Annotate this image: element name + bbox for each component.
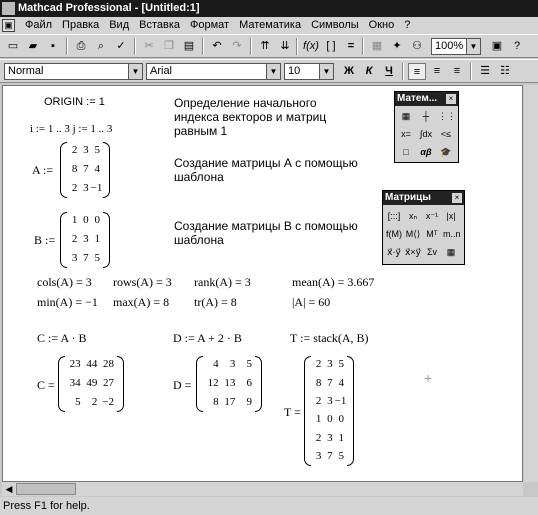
matrix-cell: 2 bbox=[71, 233, 78, 245]
origin-definition[interactable]: ORIGIN := 1 bbox=[44, 96, 105, 108]
font-size-select[interactable]: 10 ▼ bbox=[284, 63, 334, 80]
insert-component-icon[interactable]: ▦ bbox=[371, 40, 383, 52]
align-right-icon[interactable]: ≡ bbox=[453, 65, 461, 77]
matrix-row bbox=[60, 214, 110, 232]
chevron-down-icon: ▼ bbox=[466, 39, 480, 54]
matrix-cell: 3 bbox=[315, 449, 322, 462]
math-palette-title: Матем... bbox=[395, 92, 458, 106]
matrix-cell: 5 bbox=[338, 449, 344, 462]
matrix-t-label[interactable]: T = bbox=[284, 405, 301, 419]
italic-button[interactable]: К bbox=[365, 65, 373, 77]
app-icon[interactable] bbox=[2, 2, 15, 15]
matrix-t[interactable] bbox=[304, 356, 354, 466]
insert-unit-icon[interactable]: [ ] bbox=[326, 40, 336, 52]
align-left-icon[interactable]: ≡ bbox=[408, 63, 426, 80]
formatting-toolbar bbox=[0, 59, 538, 83]
matrix-row bbox=[196, 358, 262, 376]
status-text: Press F1 for help. bbox=[3, 500, 90, 512]
vertical-scrollbar[interactable] bbox=[524, 85, 538, 482]
matrix-row bbox=[304, 450, 354, 468]
matrix-row bbox=[60, 163, 110, 181]
matrix-cell: 5 bbox=[94, 251, 100, 264]
column-icon[interactable]: M⟨⟩ bbox=[405, 229, 421, 239]
d-definition[interactable]: D := A + 2 · B bbox=[173, 331, 242, 345]
matrix-cell: 7 bbox=[327, 449, 333, 462]
title-bar bbox=[0, 0, 538, 17]
rank-result[interactable]: rank(A) = 3 bbox=[194, 275, 251, 289]
matrix-cell: 8 bbox=[71, 163, 78, 175]
evaluation-icon[interactable]: x= bbox=[401, 129, 411, 139]
range-definitions[interactable]: i := 1 .. 3 j := 1 .. 3 bbox=[30, 123, 113, 135]
max-result[interactable]: max(A) = 8 bbox=[113, 295, 170, 309]
spellcheck-icon[interactable]: ✓ bbox=[116, 40, 126, 52]
numbered-list-icon[interactable]: ☷ bbox=[500, 65, 510, 77]
matrix-cell: 0 bbox=[94, 214, 100, 227]
min-result[interactable]: min(A) = −1 bbox=[37, 295, 98, 309]
align-center-icon[interactable]: ≡ bbox=[433, 65, 441, 77]
menu-format[interactable]: Формат bbox=[190, 19, 230, 31]
matrix-row bbox=[58, 358, 124, 376]
matrix-cell: −2 bbox=[102, 395, 114, 408]
status-bar bbox=[0, 497, 538, 515]
close-icon[interactable]: × bbox=[452, 193, 462, 203]
matrix-cell: 4 bbox=[338, 376, 344, 389]
scroll-thumb[interactable] bbox=[16, 483, 76, 495]
matrix-cell: 7 bbox=[83, 251, 89, 264]
matrix-cell: 2 bbox=[71, 181, 78, 194]
matrix-cell: 7 bbox=[327, 376, 333, 389]
paste-icon[interactable]: ▤ bbox=[183, 40, 195, 52]
style-select[interactable]: Normal ▼ bbox=[4, 63, 143, 80]
matrix-a-note[interactable]: Создание матрицы А с помощью шаблона bbox=[174, 156, 358, 184]
menu-help[interactable]: ? bbox=[404, 19, 411, 31]
calculus-icon[interactable]: ∫dx bbox=[420, 129, 432, 139]
matrix-palette-title: Матрицы bbox=[383, 191, 464, 205]
menu-symbols[interactable]: Символы bbox=[311, 19, 359, 31]
matrix-cell: 4 bbox=[213, 358, 219, 371]
menu-window[interactable]: Окно bbox=[368, 19, 395, 31]
matrix-c-label[interactable]: C = bbox=[37, 378, 55, 392]
matrix-cell: 3 bbox=[327, 358, 333, 371]
refresh-icon[interactable]: ▣ bbox=[491, 40, 503, 52]
matrix-insert-icon[interactable]: [:::] bbox=[387, 211, 401, 221]
cross-product-icon[interactable]: x⃗×y⃗ bbox=[405, 247, 421, 257]
picture-icon[interactable]: ▦ bbox=[446, 247, 456, 257]
mean-result[interactable]: mean(A) = 3.667 bbox=[292, 275, 375, 289]
matrix-row bbox=[304, 413, 354, 431]
matrix-b[interactable] bbox=[60, 212, 110, 268]
horizontal-scrollbar[interactable] bbox=[2, 482, 523, 496]
matrix-cell: 1 bbox=[94, 233, 100, 245]
matrix-row bbox=[60, 252, 110, 270]
matrix-cell: 2 bbox=[315, 358, 322, 371]
matrix-b-label[interactable]: B := bbox=[34, 233, 56, 247]
matrix-cell: 27 bbox=[102, 377, 114, 389]
dot-product-icon[interactable]: x⃗·y⃗ bbox=[387, 247, 401, 257]
matrix-row bbox=[60, 182, 110, 200]
cols-result[interactable]: cols(A) = 3 bbox=[37, 275, 92, 289]
chevron-down-icon: ▼ bbox=[266, 64, 280, 79]
t-definition[interactable]: T := stack(A, B) bbox=[290, 331, 369, 345]
window-title: Mathcad Professional - [Untitled:1] bbox=[18, 2, 200, 14]
matrix-d-label[interactable]: D = bbox=[173, 378, 192, 392]
origin-note[interactable]: Определение начального индекса векторов и матриц равным 1 bbox=[174, 96, 327, 138]
matrix-cell: 6 bbox=[246, 377, 252, 389]
help-icon[interactable]: ? bbox=[513, 40, 521, 52]
matrix-cell: 3 bbox=[83, 144, 89, 157]
matrix-cell: 3 bbox=[71, 251, 78, 264]
matrix-cell: 8 bbox=[315, 376, 322, 389]
matrix-row bbox=[304, 395, 354, 413]
determinant-icon[interactable]: |x| bbox=[446, 211, 456, 221]
copy-icon[interactable]: ❐ bbox=[164, 40, 174, 52]
matrix-cell: 7 bbox=[83, 163, 89, 175]
subscript-icon[interactable]: xₙ bbox=[408, 211, 418, 221]
matrix-row bbox=[60, 233, 110, 251]
matrix-row bbox=[304, 358, 354, 376]
matrix-cell: 2 bbox=[315, 431, 322, 444]
matrix-cell: 12 bbox=[207, 377, 219, 389]
matrix-b-note[interactable]: Создание матрицы В с помощью шаблона bbox=[174, 219, 358, 247]
matrix-c[interactable] bbox=[58, 356, 124, 412]
matrix-cell: 34 bbox=[69, 377, 81, 389]
align-down-icon[interactable]: ⇊ bbox=[280, 40, 290, 52]
c-definition[interactable]: C := A · B bbox=[37, 331, 87, 345]
calculate-icon[interactable]: = bbox=[347, 40, 355, 52]
insert-hyperlink-icon[interactable]: ✦ bbox=[392, 40, 402, 52]
bold-button[interactable]: Ж bbox=[344, 65, 354, 77]
transpose-icon[interactable]: Mᵀ bbox=[426, 229, 438, 239]
matrix-cell: −1 bbox=[90, 181, 103, 194]
menu-edit[interactable]: Правка bbox=[62, 19, 100, 31]
matrix-cell: 3 bbox=[327, 394, 333, 407]
resource-center-icon[interactable]: ⚇ bbox=[412, 40, 422, 52]
cut-icon[interactable]: ✂ bbox=[144, 40, 154, 52]
matrix-row bbox=[304, 377, 354, 395]
matrix-cell: 17 bbox=[224, 395, 236, 408]
menu-view[interactable]: Вид bbox=[109, 19, 130, 31]
matrix-row bbox=[304, 432, 354, 450]
matrix-cell: 44 bbox=[86, 358, 98, 371]
open-folder-icon[interactable]: ▰ bbox=[28, 40, 38, 52]
matrix-cell: 2 bbox=[71, 144, 78, 157]
undo-icon[interactable]: ↶ bbox=[212, 40, 222, 52]
menu-math[interactable]: Математика bbox=[239, 19, 302, 31]
matrix-icon[interactable]: ⋮⋮ bbox=[438, 111, 456, 121]
matrix-cell: 5 bbox=[246, 358, 252, 371]
standard-toolbar bbox=[0, 34, 538, 58]
matrix-cell: 28 bbox=[102, 358, 114, 371]
matrix-cell: 3 bbox=[229, 358, 236, 371]
menu-file[interactable]: Файл bbox=[25, 19, 53, 31]
vectorize-icon[interactable]: f(M) bbox=[386, 229, 402, 239]
matrix-a[interactable] bbox=[60, 142, 110, 198]
menu-bar bbox=[0, 17, 538, 34]
matrix-cell: 3 bbox=[83, 181, 89, 194]
print-icon[interactable]: ⎙ bbox=[76, 40, 86, 52]
matrix-cell: 9 bbox=[246, 395, 252, 408]
bullet-list-icon[interactable]: ☰ bbox=[480, 65, 490, 77]
graduation-cap-icon[interactable]: 🎓 bbox=[440, 147, 452, 157]
matrix-row bbox=[196, 377, 262, 395]
matrix-cell: 0 bbox=[327, 413, 333, 426]
align-across-icon[interactable]: ⇈ bbox=[260, 40, 270, 52]
print-preview-icon[interactable]: ⌕ bbox=[97, 40, 105, 52]
new-file-icon[interactable]: ▭ bbox=[7, 40, 19, 52]
matrix-row bbox=[60, 144, 110, 162]
zoom-select[interactable]: 100% ▼ bbox=[431, 38, 481, 55]
matrix-cell: 5 bbox=[75, 395, 81, 408]
document-menu-icon[interactable]: ▣ bbox=[2, 19, 15, 32]
scroll-left-icon[interactable]: ◀ bbox=[5, 484, 13, 494]
rows-result[interactable]: rows(A) = 3 bbox=[113, 275, 172, 289]
programming-icon[interactable]: □ bbox=[403, 147, 409, 157]
matrix-cell: 3 bbox=[327, 431, 333, 444]
matrix-palette[interactable] bbox=[382, 190, 465, 265]
matrix-cell: 1 bbox=[315, 413, 322, 426]
matrix-d[interactable] bbox=[196, 356, 262, 412]
matrix-cell: 0 bbox=[83, 214, 89, 227]
underline-button[interactable]: Ч bbox=[385, 65, 393, 77]
matrix-cell: 4 bbox=[94, 163, 100, 175]
matrix-a-label[interactable]: A := bbox=[32, 163, 54, 177]
calculator-icon[interactable]: ▦ bbox=[401, 111, 411, 121]
save-icon[interactable]: ▪ bbox=[51, 40, 55, 52]
matrix-cell: 5 bbox=[338, 358, 344, 371]
matrix-cell: 13 bbox=[224, 377, 236, 389]
vector-sum-icon[interactable]: Σv bbox=[426, 247, 438, 257]
crosshair-cursor-icon: + bbox=[424, 370, 433, 386]
matrix-row bbox=[58, 377, 124, 395]
graph-icon[interactable]: ┼ bbox=[422, 111, 430, 121]
font-select[interactable]: Arial ▼ bbox=[146, 63, 281, 80]
boolean-icon[interactable]: <≤ bbox=[440, 129, 452, 139]
matrix-cell: 1 bbox=[338, 431, 344, 444]
matrix-cell: 3 bbox=[83, 233, 89, 245]
matrix-cell: 8 bbox=[213, 395, 219, 408]
matrix-cell: 2 bbox=[315, 394, 322, 407]
math-palette[interactable] bbox=[394, 91, 459, 163]
matrix-cell: 23 bbox=[69, 358, 81, 371]
determinant-result[interactable]: |A| = 60 bbox=[292, 295, 331, 309]
greek-icon[interactable]: αβ bbox=[420, 147, 432, 157]
matrix-cell: 49 bbox=[86, 377, 98, 389]
matrix-row bbox=[58, 396, 124, 414]
trace-result[interactable]: tr(A) = 8 bbox=[194, 295, 237, 309]
matrix-cell: 2 bbox=[91, 395, 98, 408]
close-icon[interactable]: × bbox=[446, 94, 456, 104]
matrix-cell: 0 bbox=[338, 413, 344, 426]
inverse-icon[interactable]: x⁻¹ bbox=[425, 211, 439, 221]
matrix-cell: 5 bbox=[94, 144, 100, 157]
matrix-cell: −1 bbox=[334, 394, 347, 407]
range-variable-icon[interactable]: m..n bbox=[443, 229, 461, 239]
matrix-row bbox=[196, 396, 262, 414]
menu-insert[interactable]: Вставка bbox=[139, 19, 181, 31]
chevron-down-icon: ▼ bbox=[319, 64, 333, 79]
matrix-cell: 1 bbox=[71, 214, 78, 227]
redo-icon[interactable]: ↷ bbox=[232, 40, 242, 52]
chevron-down-icon: ▼ bbox=[128, 64, 142, 79]
insert-function-icon[interactable]: f(x) bbox=[303, 40, 319, 52]
